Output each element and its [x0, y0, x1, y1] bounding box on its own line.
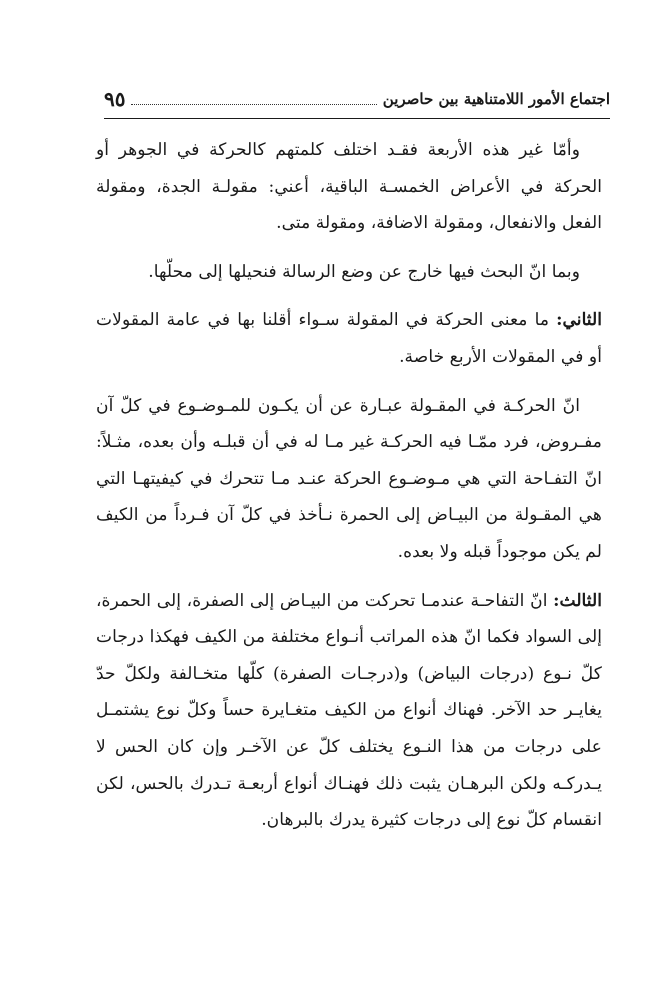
paragraph-lead: الثاني: — [556, 310, 602, 331]
leader-dots — [131, 104, 376, 105]
running-header — [104, 82, 610, 116]
page-number: ٩٥ — [104, 87, 126, 111]
paragraph — [96, 132, 602, 242]
paragraph — [96, 583, 602, 839]
paragraph — [96, 302, 602, 375]
paragraph-text: وبما انّ البحث فيها خارج عن وضع الرسالة فنحيلها إلى محلّها. — [148, 261, 580, 282]
header-rule — [104, 118, 610, 119]
paragraph-lead: الثالث: — [553, 590, 602, 611]
paragraph-text: انّ التفاحـة عندمـا تحركت من البيـاض إلى الصفرة، إلى الحمرة، إلى السواد فكما انّ هذه المراتب أنـواع مختلفة من الكيف فهكذا درجات كلّ نـوع (درجات البياض) و(درجـات الصفرة) كلّها متخـالفة ولكلّ حدّ يغايـر حد الآخر. فهناك أنواع من الكيف متغـايرة حساً وكلّ نوع يشتمـل على درجات من هذا النـوع يختلف كلّ عن الآخـر وإن كان الحس لا يـدركـه ولكن البرهـان يثبت ذلك فهنـاك أنواع أربعـة تـدرك بالحس، لكن انقسام كلّ نوع إلى درجات كثيرة يدرك بالبرهان. — [96, 590, 602, 831]
running-title: اجتماع الأمور اللامتناهية بين حاصرين — [382, 90, 610, 108]
paragraph-text: وأمّا غير هذه الأربعة فقـد اختلف كلمتهم كالحركة في الجوهر أو الحركة في الأعراض الخمسـة الباقية، أعني: مقولـة الجدة، ومقولة الفعل والانفعال، ومقولة الاضافة، ومقولة متى. — [96, 140, 602, 234]
paragraph-text: ما معنى الحركة في المقولة سـواء أقلنا بها في عامة المقولات أو في المقولات الأربع خاصة. — [96, 310, 602, 367]
paragraph — [96, 254, 602, 291]
paragraph — [96, 388, 602, 571]
paragraph-text: انّ الحركـة في المقـولة عبـارة عن أن يكـون للمـوضـوع في كلّ آن مفـروض، فرد ممّـا فيه الحركـة غير مـا له في أن قبلـه وأن بعده، مثـلاً: انّ التفـاحة التي هي مـوضـوع الحركة عنـد مـا تتحرك في كيفيتهـا التي هي المقـولة من البيـاض إلى الحمرة نـأخذ في كلّ آن فـرداً من الكيف لم يكن موجوداً قبله ولا بعده. — [96, 395, 602, 562]
body-text — [96, 132, 602, 851]
